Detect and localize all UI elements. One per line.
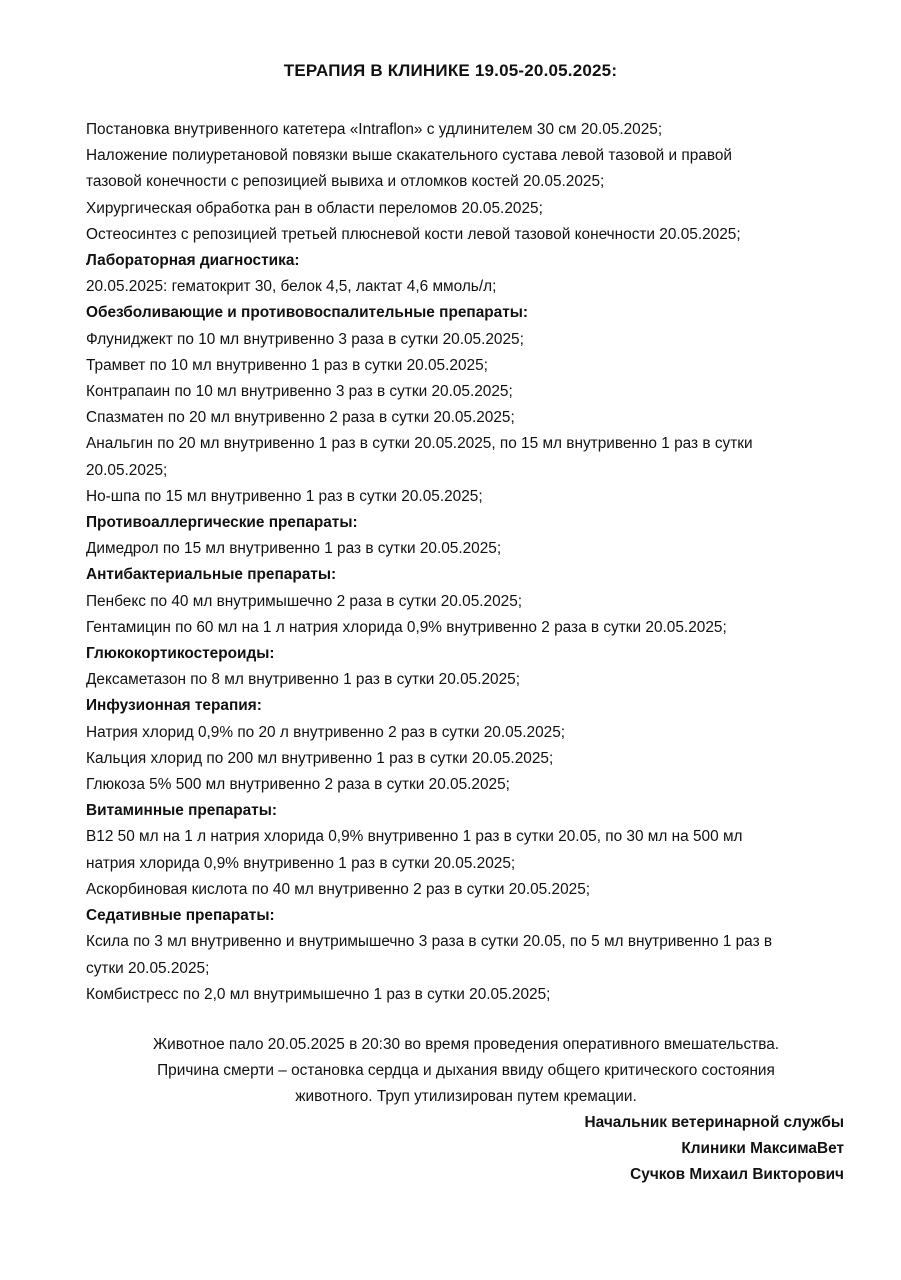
statement-line: Животное пало 20.05.2025 в 20:30 во время проведения оперативного вмешательства. [152,1036,780,1053]
therapy-line: Ксила по 3 мл внутривенно и внутримышечно 3 раза в сутки 20.05, по 5 мл внутривенно 1 раз в [86,933,773,951]
therapy-line: Анальгин по 20 мл внутривенно 1 раз в сутки 20.05.2025, по 15 мл внутривенно 1 раз в сутки [86,435,753,453]
therapy-line: Контрапаин по 10 мл внутривенно 3 раз в сутки 20.05.2025; [86,383,513,401]
statement-line: животного. Труп утилизирован путем кремации. [295,1088,637,1106]
section-heading: Витаминные препараты: [86,802,277,820]
therapy-line: Остеосинтез с репозицией третьей плюсневой кости левой тазовой конечности 20.05.2025; [86,225,741,243]
section-heading: Противоаллергические препараты: [86,514,358,532]
section-heading: Антибактериальные препараты: [86,566,337,584]
section-heading: Лабораторная диагностика: [86,252,300,270]
therapy-line: Дексаметазон по 8 мл внутривенно 1 раз в сутки 20.05.2025; [86,671,520,689]
therapy-line: В12 50 мл на 1 л натрия хлорида 0,9% внутривенно 1 раз в сутки 20.05, по 30 мл на 500 мл [86,828,743,846]
therapy-line: Пенбекс по 40 мл внутримышечно 2 раза в сутки 20.05.2025; [86,592,523,610]
document-title: ТЕРАПИЯ В КЛИНИКЕ 19.05-20.05.2025: [283,61,618,80]
signature-line: Клиники МаксимаВет [681,1140,844,1158]
therapy-line: Спазматен по 20 мл внутривенно 2 раза в сутки 20.05.2025; [86,409,515,427]
therapy-line: Трамвет по 10 мл внутривенно 1 раз в сутки 20.05.2025; [86,356,488,374]
therapy-line: Комбистресс по 2,0 мл внутримышечно 1 раз в сутки 20.05.2025; [86,985,551,1003]
therapy-line: Аскорбиновая кислота по 40 мл внутривенно 2 раз в сутки 20.05.2025; [86,880,591,898]
therapy-line: Глюкоза 5% 500 мл внутривенно 2 раза в сутки 20.05.2025; [86,776,510,794]
therapy-line: Гентамицин по 60 мл на 1 л натрия хлорида 0,9% внутривенно 2 раза в сутки 20.05.2025; [86,618,727,636]
therapy-list [86,117,856,1008]
therapy-line: натрия хлорида 0,9% внутривенно 1 раз в сутки 20.05.2025; [86,854,516,872]
therapy-line: Димедрол по 15 мл внутривенно 1 раз в сутки 20.05.2025; [86,540,502,558]
therapy-line: Наложение полиуретановой повязки выше скакательного сустава левой тазовой и правой [86,147,733,165]
signature-line: Сучков Михаил Викторович [630,1166,844,1184]
section-heading: Инфузионная терапия: [86,697,262,715]
therapy-line: сутки 20.05.2025; [86,959,210,977]
therapy-line: Кальция хлорид по 200 мл внутривенно 1 раз в сутки 20.05.2025; [86,749,554,767]
therapy-line: Но-шпа по 15 мл внутривенно 1 раз в сутки 20.05.2025; [86,487,483,505]
therapy-line: Флуниджект по 10 мл внутривенно 3 раза в сутки 20.05.2025; [86,330,524,348]
signature-block [585,1110,844,1189]
section-heading: Глюкокортикостероиды: [86,645,275,663]
therapy-line: тазовой конечности с репозицией вывиха и отломков костей 20.05.2025; [86,173,605,191]
therapy-line: 20.05.2025: гематокрит 30, белок 4,5, лактат 4,6 ммоль/л; [86,278,497,296]
therapy-line: 20.05.2025; [86,461,168,479]
therapy-line: Постановка внутривенного катетера «Intraflon» с удлинителем 30 см 20.05.2025; [86,121,663,138]
statement-line: Причина смерти – остановка сердца и дыхания ввиду общего критического состояния [157,1062,775,1080]
section-heading: Обезболивающие и противовоспалительные препараты: [86,304,529,322]
therapy-line: Натрия хлорид 0,9% по 20 л внутривенно 2 раз в сутки 20.05.2025; [86,723,566,741]
section-heading: Седативные препараты: [86,907,275,925]
death-statement [60,1032,872,1111]
therapy-line: Хирургическая обработка ран в области переломов 20.05.2025; [86,199,543,217]
signature-line: Начальник ветеринарной службы [584,1114,844,1131]
